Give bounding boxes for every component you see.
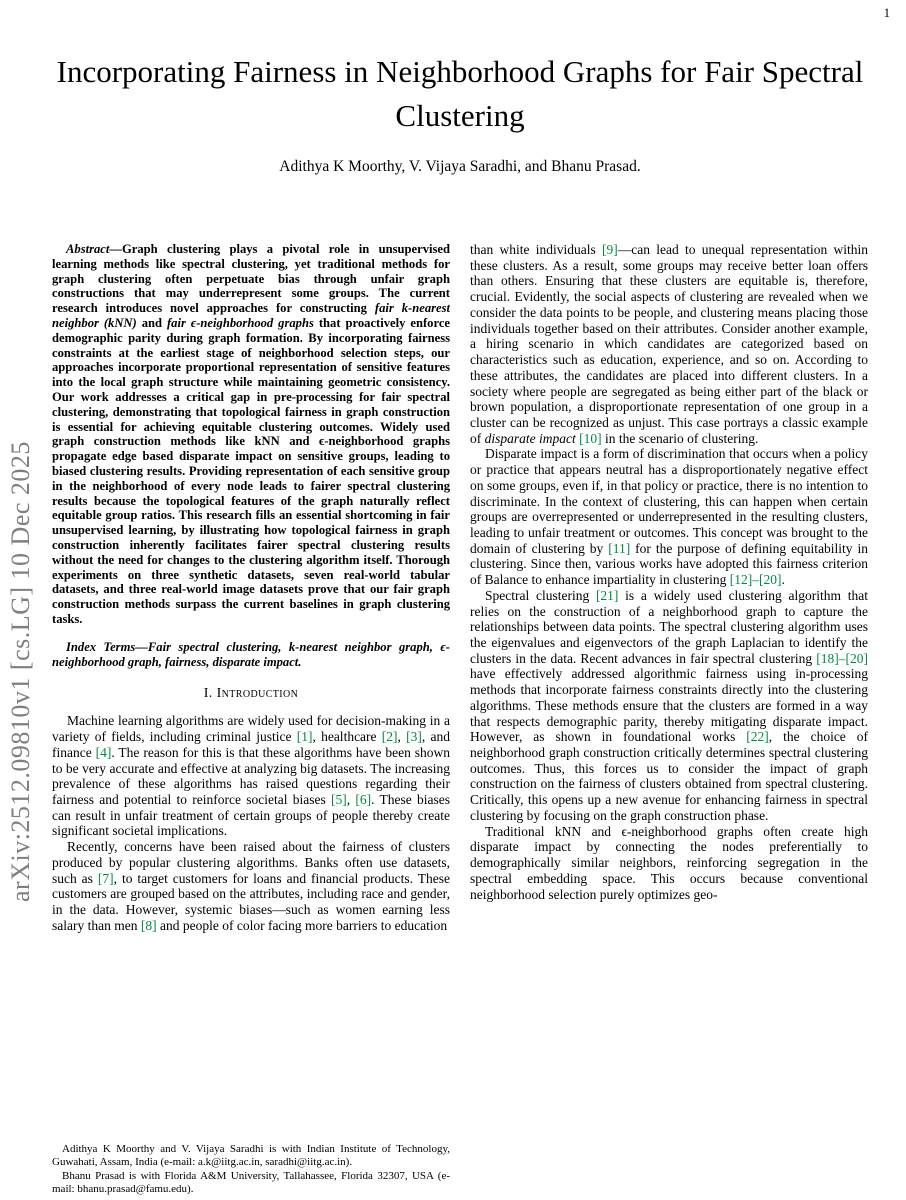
paragraph: Machine learning algorithms are widely used for decision-making in a variety of fields, including criminal justice [1], healthcare [2], [3], and finance [4]. The reason for this is that these algorithms have been shown to be very accurate and effective at analyzing big datasets. The increasing prevalence of these algorithms has raised questions regarding their fairness and potential to reinforce societal biases [5], [6]. These biases can result in unfair treatment of certain groups of people thereby create significant societal implications. <box>52 713 450 839</box>
citation[interactable]: [8] <box>140 917 157 933</box>
citation[interactable]: [5] <box>330 791 347 807</box>
citation[interactable]: [9] <box>602 242 618 258</box>
citation[interactable]: [11] <box>608 540 631 556</box>
paper-authors: Adithya K Moorthy, V. Vijaya Saradhi, and Bhanu Prasad. <box>279 158 641 176</box>
abstract-label: Abstract— <box>66 242 122 257</box>
abstract <box>52 242 450 627</box>
citation[interactable]: [18]–[20] <box>816 650 868 666</box>
paragraph: Spectral clustering [21] is a widely used clustering algorithm that relies on the construction of a neighborhood graph to capture the relationships between data points. The spectral clustering algorithm uses the eigenvalues and eigenvectors of the graph Laplacian to identify the clusters in the data. Recent advances in fair spectral clustering [18]–[20] have effectively addressed algorithmic fairness using in-processing methods that incorporate fairness constraints directly into the clustering algorithms. These methods ensure that the clusters are formed in a way that respects demographic parity, thereby mitigating disparate impact. However, as shown in foundational works [22], the choice of neighborhood graph construction critically determines spectral clustering outcomes. Thus, this forces us to consider the impact of graph construction on the fairness of clusters obtained from spectral clustering. Critically, this opens up a new avenue for enhancing fairness in spectral clustering by focusing on the graph construction phase. <box>470 587 868 823</box>
citation[interactable]: [3] <box>406 729 422 745</box>
citation[interactable]: [2] <box>381 729 398 745</box>
citation[interactable]: [6] <box>355 791 372 807</box>
two-column-body <box>52 242 868 1196</box>
paragraph: Traditional kNN and ϵ-neighborhood graphs often create high disparate impact by connecting the nodes preferentially to demographically similar neighbors, reinforcing segregation in the spectral embedding space. This occurs because conventional neighborhood selection purely optimizes geo- <box>470 823 868 902</box>
footnote-paragraph: Bhanu Prasad is with Florida A&M University, Tallahassee, Florida 32307, USA (e-mail: bhanu.prasad@famu.edu). <box>52 1169 450 1195</box>
page-number: 1 <box>883 6 890 20</box>
arxiv-watermark: arXiv:2512.09810v1 [cs.LG] 10 Dec 2025 <box>6 441 35 902</box>
paper-title: Incorporating Fairness in Neighborhood Graphs for Fair Spectral Clustering <box>56 54 864 134</box>
citation[interactable]: [22] <box>746 729 769 745</box>
citation[interactable]: [21] <box>595 587 619 603</box>
section-heading-introduction: I. Introduction <box>203 686 299 702</box>
index-terms <box>52 640 450 670</box>
citation[interactable]: [10] <box>579 430 602 446</box>
footnote-paragraph: Adithya K Moorthy and V. Vijaya Saradhi is with Indian Institute of Technology, Guwahati, Assam, India (e-mail: a.k@iitg.ac.in, saradhi@iitg.ac.in). <box>52 1143 450 1169</box>
citation[interactable]: [1] <box>296 729 313 745</box>
citation[interactable]: [7] <box>97 870 114 886</box>
left-column <box>52 242 450 1196</box>
index-terms-label: Index Terms— <box>66 639 148 654</box>
abstract-text: Graph clustering plays a pivotal role in unsupervised learning methods like spectral clustering, yet traditional methods for graph clustering often perpetuate bias through unfair graph constructions that may underrepresent some groups. The current research introduces novel approaches for constructing fair k-nearest neighbor (kNN) and fair ϵ-neighborhood graphs that proactively enforce demographic parity during graph formation. By incorporating fairness constraints at the earliest stage of neighborhood selection steps, our approaches incorporate proportional representation of sensitive features into the local graph structure while maintaining geometric consistency. Our work addresses a critical gap in pre-processing for fair spectral clustering, demonstrating that topological fairness in graph construction is essential for achieving equitable clustering outcomes. Widely used graph construction methods like kNN and ϵ-neighborhood graphs propagate edge based disparate impact on sensitive groups, leading to biased clustering results. Providing representation of each sensitive group in the neighborhood of every node leads to fairer spectral clustering results because the topological features of the graph naturally reflect equitable group ratios. This research fills an essential shortcoming in fair unsupervised learning, by illustrating how topological fairness in graph construction inherently facilitates fairer spectral clustering results without the need for changes to the clustering algorithm itself. Thorough experiments on three synthetic datasets, seven real-world tabular datasets, and three real-world image datasets prove that our fair graph construction methods surpass the current baselines in graph clustering tasks. <box>52 242 450 626</box>
citation[interactable]: [12]–[20] <box>729 572 782 588</box>
introduction-paragraphs-left <box>52 713 450 933</box>
paragraph: than white individuals [9]—can lead to unequal representation within these clusters. As a result, some groups may receive better loan offers than others. Ensuring that these clusters are equitable is, therefore, crucial. Evidently, the social aspects of clustering are revealed when we consider the data points to be people, and clustering means placing those individuals together based on their attributes. Consider another example, a hiring scenario in which candidates are categorized based on characteristics such as education, experience, and so on. According to these attributes, the candidates are placed into different clusters. In a society where people are segregated as being either part of the black or brown population, a disproportionate representation of one group in a cluster can be recognized as unjust. This case portrays a classic example of disparate impact [10] in the scenario of clustering. <box>470 242 868 446</box>
citation[interactable]: [4] <box>95 744 112 760</box>
paragraph: Recently, concerns have been raised about the fairness of clusters produced by popular clustering algorithms. Banks often use datasets, such as [7], to target customers for loans and financial products. These customers are grouped based on the attributes, including race and gender, in the data. However, systemic biases—such as women earning less salary than men [8] and people of color facing more barriers to education <box>52 839 450 933</box>
paragraph: Disparate impact is a form of discrimination that occurs when a policy or practice that appears neutral has a disproportionately negative effect on some groups, even if, in that policy or practice, there is no intention to discriminate. In the context of clustering, this can happen when certain groups are overrepresented or underrepresented in the resulting clusters, leading to unfair treatment or outcomes. This concept was brought to the domain of clustering by [11] for the purpose of defining equitability in clustering. Since then, various works have adopted this fairness criterion of Balance to enhance impartiality in clustering [12]–[20]. <box>470 446 868 588</box>
introduction-paragraphs-right <box>470 242 868 902</box>
right-column <box>470 242 868 1196</box>
author-footnote <box>52 1137 450 1196</box>
index-terms-text: Fair spectral clustering, k-nearest neighbor graph, ϵ-neighborhood graph, fairness, disparate impact. <box>52 639 450 669</box>
